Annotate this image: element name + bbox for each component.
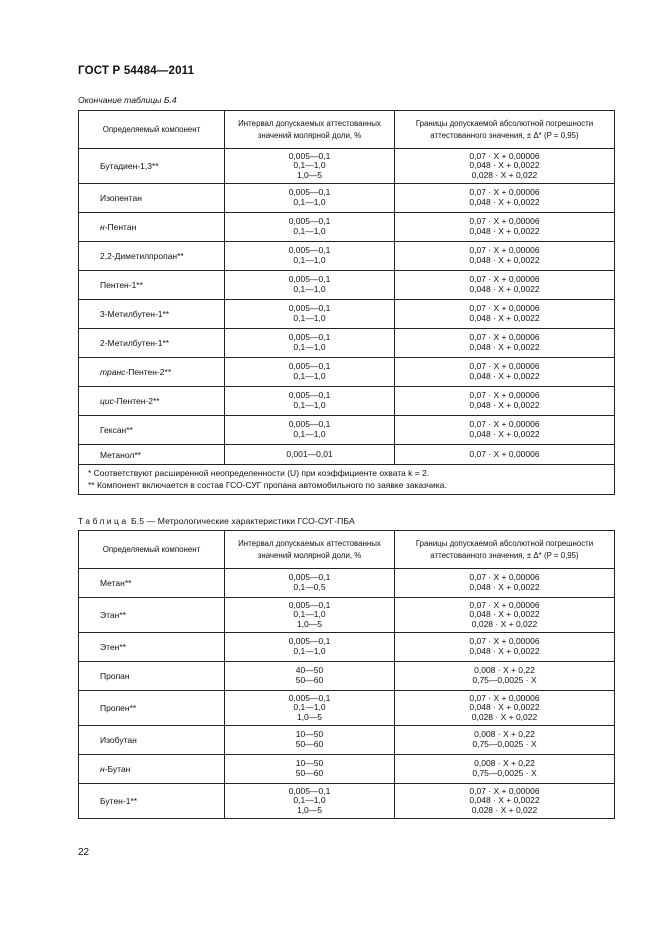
table2-col-bounds: Границы допускаемой абсолютной погрешности аттестованного значения, ± Δ* (P = 0,95): [395, 531, 615, 569]
table1: [78, 110, 615, 495]
component-name: [79, 691, 225, 726]
table-row: [79, 149, 615, 184]
interval-value: 0,005—0,1: [288, 274, 331, 285]
interval-cell: [225, 726, 395, 755]
table2-col-interval: Интервал допускаемых аттестованных значений молярной доли, %: [225, 531, 395, 569]
bounds-formula: 0,75—0,0025 · X: [472, 768, 537, 778]
bounds-formula: 0,07 · X + 0,00006: [469, 245, 540, 256]
component-name: [79, 598, 225, 633]
interval-cell: [225, 300, 395, 329]
interval-value: 0,005—0,1: [288, 245, 331, 256]
bounds-formula: 0,028 · X + 0,022: [471, 711, 538, 722]
component-name-text: Пентен-1**: [100, 280, 143, 290]
table1-caption: Окончание таблицы Б.4: [78, 95, 177, 105]
bounds-formula: 0,008 · X + 0,22: [474, 758, 535, 769]
interval-value: 0,1—1,0: [293, 313, 326, 323]
component-name: [79, 358, 225, 387]
component-name: [79, 184, 225, 213]
bounds-cell: [395, 184, 615, 213]
component-name: [79, 416, 225, 445]
component-name-text: Этен**: [100, 642, 126, 652]
table-row: [79, 598, 615, 633]
interval-value: 0,005—0,1: [288, 216, 331, 227]
bounds-formula: 0,75—0,0025 · X: [472, 675, 537, 685]
bounds-formula: 0,048 · X + 0,0022: [469, 702, 540, 713]
bounds-formula: 0,07 · X + 0,00006: [469, 187, 540, 198]
bounds-formula: 0,07 · X + 0,00006: [469, 785, 540, 796]
component-name: [79, 242, 225, 271]
interval-cell: [225, 149, 395, 184]
interval-cell: [225, 755, 395, 784]
interval-value: 0,1—1,0: [293, 795, 326, 806]
component-name: [79, 387, 225, 416]
interval-value: 0,1—1,0: [293, 702, 326, 713]
bounds-cell: [395, 755, 615, 784]
table-row: [79, 416, 615, 445]
interval-value: 50—60: [295, 739, 324, 749]
bounds-cell: [395, 662, 615, 691]
bounds-formula: 0,048 · X + 0,0022: [469, 609, 540, 620]
bounds-formula: 0,048 · X + 0,0022: [469, 400, 540, 410]
table-row: [79, 755, 615, 784]
table2-caption-text: Б.5 — Метрологические характеристики ГСО-СУГ-ПБА: [128, 516, 355, 526]
table-row: [79, 184, 615, 213]
interval-value: 0,1—1,0: [293, 226, 326, 236]
component-name-prefix: н: [100, 764, 105, 774]
component-name-prefix: н: [100, 222, 105, 232]
table-row: [79, 445, 615, 465]
bounds-formula: 0,048 · X + 0,0022: [469, 160, 540, 171]
bounds-formula: 0,07 · X + 0,00006: [469, 390, 540, 401]
interval-cell: [225, 416, 395, 445]
table1-col-component: Определяемый компонент: [79, 111, 225, 149]
bounds-formula: 0,048 · X + 0,0022: [469, 313, 540, 323]
interval-value: 0,005—0,1: [288, 303, 331, 314]
table-row: [79, 569, 615, 598]
interval-value: 0,005—0,1: [288, 150, 331, 161]
component-name-text: Пропан: [100, 671, 130, 681]
interval-cell: [225, 598, 395, 633]
interval-value: 0,1—0,5: [293, 582, 326, 592]
table2-caption-prefix: Таблица: [78, 516, 129, 526]
component-name-text: 2,2-Диметилпропан**: [100, 251, 184, 261]
bounds-formula: 0,048 · X + 0,0022: [469, 255, 540, 265]
bounds-formula: 0,028 · X + 0,022: [471, 169, 538, 180]
bounds-cell: [395, 633, 615, 662]
bounds-cell: [395, 300, 615, 329]
bounds-cell: [395, 416, 615, 445]
component-name: [79, 633, 225, 662]
component-name-text: Бутен-1**: [100, 796, 138, 806]
interval-cell: [225, 784, 395, 819]
interval-value: 0,1—1,0: [293, 646, 326, 656]
component-name: [79, 755, 225, 784]
interval-cell: [225, 329, 395, 358]
interval-value: 0,005—0,1: [288, 187, 331, 198]
interval-value: 1,0—5: [296, 169, 323, 180]
interval-cell: [225, 271, 395, 300]
bounds-cell: [395, 329, 615, 358]
interval-value: 50—60: [295, 675, 324, 685]
interval-value: 0,1—1,0: [293, 371, 326, 381]
table-row: [79, 726, 615, 755]
interval-value: 1,0—5: [296, 618, 323, 629]
interval-cell: [225, 662, 395, 691]
table-row: [79, 662, 615, 691]
bounds-cell: [395, 726, 615, 755]
component-name: [79, 445, 225, 465]
interval-value: 0,1—1,0: [293, 400, 326, 410]
interval-value: 0,1—1,0: [293, 429, 326, 439]
bounds-cell: [395, 149, 615, 184]
bounds-formula: 0,008 · X + 0,22: [474, 665, 535, 676]
interval-value: 0,005—0,1: [288, 390, 331, 401]
component-name-text: -Пентен-2**: [113, 396, 160, 406]
bounds-cell: [395, 691, 615, 726]
interval-value: 0,1—1,0: [293, 160, 326, 171]
interval-value: 1,0—5: [296, 804, 323, 815]
table-row: [79, 784, 615, 819]
bounds-formula: 0,07 · X + 0,00006: [469, 150, 540, 161]
bounds-formula: 0,048 · X + 0,0022: [469, 226, 540, 236]
component-name: [79, 149, 225, 184]
component-name: [79, 726, 225, 755]
component-name: [79, 784, 225, 819]
interval-value: 0,005—0,1: [288, 419, 331, 430]
interval-cell: [225, 445, 395, 465]
component-name-prefix: транс: [100, 367, 126, 377]
bounds-formula: 0,028 · X + 0,022: [471, 804, 538, 815]
component-name-text: 3-Метилбутен-1**: [100, 309, 170, 319]
bounds-formula: 0,048 · X + 0,0022: [469, 342, 540, 352]
component-name-text: 2-Метилбутен-1**: [100, 338, 170, 348]
component-name-text: Этан**: [100, 610, 126, 620]
component-name: [79, 569, 225, 598]
bounds-cell: [395, 213, 615, 242]
bounds-formula: 0,048 · X + 0,0022: [469, 284, 540, 294]
table-row: [79, 387, 615, 416]
bounds-cell: [395, 242, 615, 271]
interval-cell: [225, 633, 395, 662]
bounds-formula: 0,028 · X + 0,022: [471, 618, 538, 629]
bounds-formula: 0,75—0,0025 · X: [472, 739, 537, 749]
bounds-formula: 0,048 · X + 0,0022: [469, 795, 540, 806]
table1-note-1: * Соответствуют расширенной неопределенности (U) при коэффициенте охвата k = 2.: [88, 468, 430, 478]
component-name-text: -Бутан: [104, 764, 131, 774]
interval-cell: [225, 184, 395, 213]
table2-caption: [78, 516, 355, 526]
component-name: [79, 329, 225, 358]
interval-value: 0,005—0,1: [288, 361, 331, 372]
bounds-formula: 0,048 · X + 0,0022: [469, 646, 540, 656]
bounds-formula: 0,048 · X + 0,0022: [469, 582, 540, 592]
interval-value: 0,005—0,1: [288, 599, 331, 610]
table1-notes: [79, 465, 615, 495]
interval-cell: [225, 242, 395, 271]
interval-cell: [225, 358, 395, 387]
bounds-cell: [395, 445, 615, 465]
table-row: [79, 358, 615, 387]
component-name-text: Гексан**: [100, 425, 133, 435]
component-name: [79, 271, 225, 300]
bounds-cell: [395, 569, 615, 598]
interval-value: 1,0—5: [296, 711, 323, 722]
interval-value: 10—50: [295, 729, 324, 740]
bounds-formula: 0,07 · X + 0,00006: [469, 332, 540, 343]
interval-cell: [225, 569, 395, 598]
interval-value: 0,1—1,0: [293, 609, 326, 620]
bounds-formula: 0,07 · X + 0,00006: [469, 216, 540, 227]
component-name-text: Бутадиен-1,3**: [100, 161, 159, 171]
interval-cell: [225, 691, 395, 726]
table-row: [79, 329, 615, 358]
interval-value: 0,005—0,1: [288, 692, 331, 703]
table1-note-2: ** Компонент включается в состав ГСО-СУГ пропана автомобильного по заявке заказчика.: [88, 479, 447, 490]
interval-value: 0,005—0,1: [288, 572, 331, 583]
table-row: [79, 633, 615, 662]
bounds-formula: 0,07 · X + 0,00006: [469, 572, 540, 583]
page-number: 22: [78, 847, 90, 858]
bounds-cell: [395, 387, 615, 416]
bounds-cell: [395, 271, 615, 300]
component-name-text: Метанол**: [100, 449, 141, 460]
bounds-formula: 0,07 · X + 0,00006: [469, 599, 540, 610]
component-name-text: Метан**: [100, 578, 132, 588]
document-header: ГОСТ Р 54484—2011: [78, 65, 195, 77]
interval-value: 50—60: [295, 768, 324, 778]
bounds-formula: 0,07 · X + 0,00006: [469, 361, 540, 372]
bounds-formula: 0,07 · X + 0,00006: [469, 692, 540, 703]
bounds-formula: 0,008 · X + 0,22: [474, 729, 535, 740]
bounds-formula: 0,07 · X + 0,00006: [469, 448, 540, 459]
interval-cell: [225, 213, 395, 242]
interval-value: 0,005—0,1: [288, 636, 331, 647]
bounds-formula: 0,07 · X + 0,00006: [469, 636, 540, 647]
interval-value: 0,005—0,1: [288, 785, 331, 796]
table-row: [79, 300, 615, 329]
interval-cell: [225, 387, 395, 416]
table-row: [79, 213, 615, 242]
interval-value: 0,1—1,0: [293, 342, 326, 352]
bounds-cell: [395, 784, 615, 819]
bounds-formula: 0,048 · X + 0,0022: [469, 197, 540, 207]
component-name: [79, 662, 225, 691]
interval-value: 0,005—0,1: [288, 332, 331, 343]
bounds-cell: [395, 598, 615, 633]
interval-value: 0,001—0,01: [286, 448, 333, 459]
interval-value: 0,1—1,0: [293, 255, 326, 265]
component-name-text: Пропен**: [100, 703, 137, 713]
component-name-text: Изопентан: [100, 193, 142, 203]
interval-value: 0,1—1,0: [293, 197, 326, 207]
bounds-formula: 0,07 · X + 0,00006: [469, 303, 540, 314]
component-name: [79, 300, 225, 329]
bounds-cell: [395, 358, 615, 387]
table1-col-bounds: Границы допускаемой абсолютной погрешности аттестованного значения, ± Δ* (P = 0,95): [395, 111, 615, 149]
table-row: [79, 271, 615, 300]
component-name-text: -Пентан: [104, 222, 137, 232]
bounds-formula: 0,048 · X + 0,0022: [469, 429, 540, 439]
bounds-formula: 0,048 · X + 0,0022: [469, 371, 540, 381]
interval-value: 0,1—1,0: [293, 284, 326, 294]
table-row: [79, 691, 615, 726]
component-name-text: Изобутан: [100, 735, 137, 745]
table-row: [79, 242, 615, 271]
bounds-formula: 0,07 · X + 0,00006: [469, 419, 540, 430]
table2: [78, 530, 615, 819]
bounds-formula: 0,07 · X + 0,00006: [469, 274, 540, 285]
component-name-prefix: цис: [100, 396, 114, 406]
interval-value: 40—50: [295, 665, 324, 676]
interval-value: 10—50: [295, 758, 324, 769]
component-name: [79, 213, 225, 242]
component-name-text: -Пентен-2**: [125, 367, 172, 377]
table1-col-interval: Интервал допускаемых аттестованных значений молярной доли, %: [225, 111, 395, 149]
table2-col-component: Определяемый компонент: [79, 531, 225, 569]
